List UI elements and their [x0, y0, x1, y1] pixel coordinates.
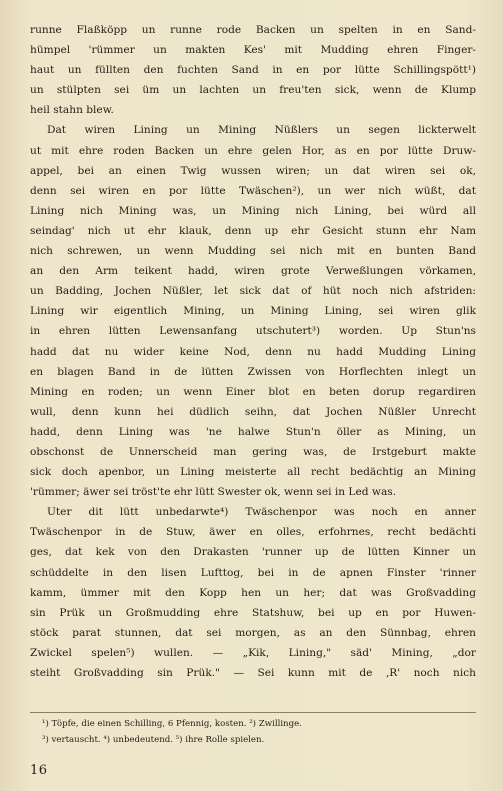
text-line: hadd dat nu wider keine Nod, denn nu hadd Mudding Lining	[30, 345, 476, 358]
text-line: un stülpten sei üm un lachten un freu'ten sick, wenn de Klump	[30, 84, 476, 97]
text-line: ut mit ehre roden Backen un ehre gelen Hor, as en por lütte Druw-	[30, 144, 476, 157]
page-number: 16	[30, 763, 48, 778]
footnote-divider	[30, 712, 476, 713]
text-line: runne Flaßköpp un runne rode Backen un spelten in en Sand-	[30, 24, 476, 36]
text-line: wull, denn kunn hei düdlich seihn, dat Jochen Nüßler Unrecht	[30, 405, 476, 418]
text-line: ges, dat kek von den Drakasten 'runner up de lütten Kinner un	[30, 546, 476, 559]
text-line: stöck parat stunnen, dat sei morgen, as an den Sünnbag, ehren	[30, 626, 476, 639]
text-line: Mining en roden; un wenn Einer blot en beten dorup regardiren	[30, 385, 476, 398]
text-line: Dat wiren Lining un Mining Nüßlers un segen lickterwelt	[47, 124, 476, 137]
text-line: un Badding, Jochen Nüßler, let sick dat of hüt noch nich afstriden:	[30, 285, 476, 298]
text-line: Lining wir eigentlich Mining, un Mining Lining, sei wiren glik	[30, 305, 476, 318]
text-line: hümpel 'rümmer un makten Kes' mit Mudding ehren Finger-	[30, 44, 476, 57]
text-line: haut un füllten den fuchten Sand in en por lütte Schillingspött¹)	[30, 64, 476, 77]
text-line: 'rümmer; äwer sei tröst'te ehr lütt Swester ok, wenn sei in Led was.	[30, 486, 397, 499]
text-line: Lining nich Mining was, un Mining nich Lining, bei würd all	[30, 204, 476, 217]
text-line: obschonst de Unnerscheid man gering was, de Irstgeburt makte	[30, 445, 476, 458]
text-line: Twäschenpor in de Stuw, äwer en olles, erfohrnes, recht bedächti	[30, 526, 476, 539]
text-line: in ehren lütten Lewensanfang utschutert³) worden. Up Stun'ns	[30, 325, 476, 338]
text-line: sin Prük un Großmudding ehre Statshuw, bei up en por Huwen-	[30, 606, 476, 619]
text-line: seindag' nich ut ehr klauk, denn up ehr Gesicht stunn ehr Nam	[30, 224, 476, 237]
text-line: appel, bei an einen Twig wussen wiren; un dat wiren sei ok,	[30, 164, 476, 177]
footnote-line: ³) vertauscht. ⁴) unbedeutend. ⁵) ihre Rolle spielen.	[42, 735, 265, 745]
text-line: sick doch apenbor, un Lining meisterte all recht bedächtig an Mining	[30, 466, 476, 479]
text-line: nich schrewen, un wenn Mudding sei nich mit en bunten Band	[30, 245, 476, 258]
text-line: denn sei wiren en por lütte Twäschen²), un wer nich wüßt, dat	[30, 184, 476, 197]
text-line: an den Arm teikent hadd, wiren grote Verweßlungen vörkamen,	[30, 265, 476, 278]
text-line: schüddelte in den lisen Lufttog, bei in de apnen Finster 'rinner	[30, 566, 476, 579]
text-line: kamm, ümmer mit den Kopp hen un her; dat was Großvadding	[30, 586, 476, 599]
body-text	[30, 20, 476, 683]
footnotes	[30, 716, 476, 748]
text-line: heil stahn blew.	[30, 104, 114, 117]
text-line: hadd, denn Lining was 'ne halwe Stun'n öller as Mining, un	[30, 425, 476, 438]
footnote-line: ¹) Töpfe, die einen Schilling, 6 Pfennig, kosten. ²) Zwillinge.	[42, 719, 302, 729]
text-line: steiht Großvadding sin Prük." — Sei kunn mit de ‚R' noch nich	[30, 667, 476, 679]
text-line: Uter dit lütt unbedarwte⁴) Twäschenpor was noch en anner	[47, 506, 476, 519]
text-line: en blagen Band in de lütten Zwissen von Horflechten inlegt un	[30, 365, 476, 378]
text-line: Zwickel spelen⁵) wullen. — „Kik, Lining," säd' Mining, „dor	[30, 646, 476, 659]
